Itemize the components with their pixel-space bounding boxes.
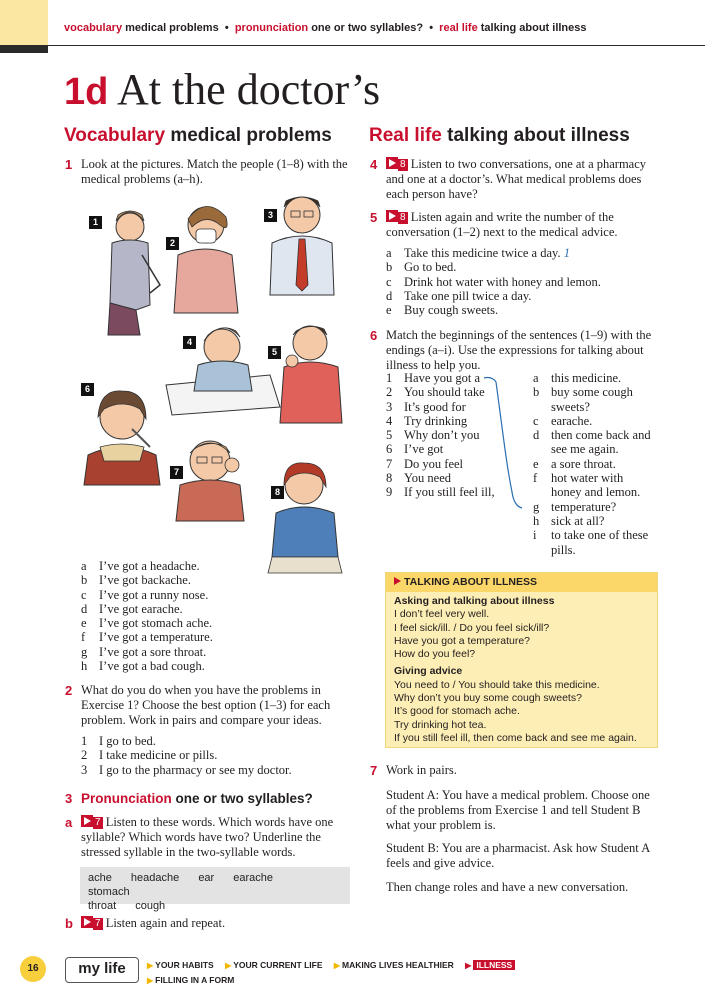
item-text: to take one of these: [551, 528, 649, 543]
arrow-icon: ▶: [333, 961, 341, 970]
patients-illustration: [80, 185, 345, 575]
play-audio-icon[interactable]: [386, 210, 398, 222]
nav-item[interactable]: [147, 975, 234, 985]
item-text: Have you got a: [404, 371, 481, 385]
word: earache: [233, 872, 274, 884]
list-item: [533, 442, 651, 456]
item-text: I go to bed.: [99, 734, 156, 748]
exercise-number: 2: [65, 683, 73, 698]
list-item: [386, 246, 601, 260]
list-item: [386, 442, 495, 456]
item-text: Take this medicine twice a day.: [404, 246, 561, 260]
item-text: I’ve got a runny nose.: [99, 587, 209, 602]
person-5-illustration: [280, 326, 342, 423]
exercise-number: 1: [65, 157, 73, 172]
item-text: this medicine.: [551, 371, 622, 385]
example-answer: 1: [563, 246, 570, 260]
nav-item[interactable]: [334, 960, 454, 970]
person-3-illustration: [270, 197, 334, 295]
exercise-number: 4: [370, 157, 378, 172]
picture-badge-4: 4: [183, 336, 196, 349]
ex5-advice-list: [386, 246, 601, 317]
list-item: [81, 573, 213, 587]
exercise-5: [370, 210, 656, 240]
word: throat: [88, 900, 117, 912]
item-text: Try drinking: [404, 413, 468, 428]
nav-label: YOUR HABITS: [155, 960, 214, 970]
list-item: [81, 748, 292, 762]
audio-track-number: 8: [400, 212, 406, 223]
item-key: c: [533, 413, 539, 428]
item-text: see me again.: [551, 442, 619, 457]
item-key: e: [533, 456, 539, 471]
exercise-7: [370, 763, 658, 778]
item-text: If you still feel ill,: [404, 485, 495, 500]
header-pron-text: one or two syllables?: [311, 22, 424, 34]
item-key: d: [533, 428, 540, 443]
exercise-number: 7: [370, 763, 378, 778]
item-text: I go to the pharmacy or see my doctor.: [99, 762, 292, 777]
item-key: 3: [81, 762, 88, 777]
nav-label: FILLING IN A FORM: [155, 975, 235, 985]
picture-badge-7: 7: [170, 466, 183, 479]
exercise-number: 5: [370, 210, 378, 225]
item-key: b: [533, 385, 540, 400]
item-key: 2: [386, 385, 393, 400]
exercise-instructions: Listen again and repeat.: [105, 916, 226, 930]
exercise-3-heading: [65, 791, 353, 806]
list-item: [81, 616, 213, 630]
picture-badge-5: 5: [268, 346, 281, 359]
word: ear: [198, 872, 215, 884]
list-item: [81, 659, 213, 673]
person-2-illustration: [174, 206, 238, 313]
item-text: a sore throat.: [551, 456, 616, 471]
person-1-illustration: [108, 211, 160, 335]
exercise-instructions: Listen to two conversations, one at a pharmacy and one at a doctor’s. What medical problems does each person have?: [386, 157, 647, 201]
item-key: b: [386, 260, 393, 275]
pronunciation-topic: one or two syllables?: [175, 791, 313, 806]
example-match-line: [480, 372, 525, 517]
header-sep: •: [224, 22, 229, 34]
item-key: c: [81, 587, 87, 602]
nav-item-active[interactable]: [465, 960, 515, 970]
item-key: 1: [386, 371, 393, 385]
unit-nav: [147, 958, 524, 988]
list-item: [386, 289, 601, 303]
item-text: Take one pill twice a day.: [404, 288, 532, 303]
list-item: [386, 428, 495, 442]
arrow-icon: ▶: [465, 961, 472, 970]
list-item: [81, 602, 213, 616]
item-key: c: [386, 274, 392, 289]
item-text: It’s good for: [404, 399, 466, 414]
ex6-beginnings: [386, 371, 495, 500]
nav-label: MAKING LIVES HEALTHIER: [342, 960, 454, 970]
item-key: 1: [81, 734, 88, 748]
item-key: e: [81, 616, 87, 631]
nav-item[interactable]: [147, 960, 214, 970]
header-tab-base: [0, 45, 48, 53]
item-text: I’ve got a headache.: [99, 559, 200, 573]
item-text: Go to bed.: [404, 260, 457, 275]
pronunciation-label: Pronunciation: [81, 791, 172, 806]
expressions-body: [386, 592, 657, 748]
student-a-instructions: Student A: You have a medical problem. Choose one of the problems from Exercise 1 and tell Student B what your problem is.: [386, 788, 650, 832]
item-key: 7: [386, 456, 393, 471]
header-real-label: real life: [439, 22, 478, 34]
item-key: b: [81, 573, 88, 588]
exercise-instructions: Listen again and write the number of the conversation (1–2) next to the medical advice.: [386, 210, 618, 239]
audio-track-number: 7: [95, 817, 101, 828]
item-text: You should take: [404, 385, 485, 400]
exercise-2: [65, 683, 353, 728]
nav-label: YOUR CURRENT LIFE: [233, 960, 323, 970]
exercise-instructions: Listen to these words. Which words have one syllable? Which words have two? Underline the stressed syllable in the two-syllable words.: [81, 815, 334, 859]
expressions-box-header: [386, 573, 657, 592]
item-text: I’ve got stomach ache.: [99, 616, 213, 631]
triangle-icon: [394, 577, 401, 585]
item-key: 3: [386, 399, 393, 414]
item-key: i: [533, 528, 537, 543]
expression-line: If you still feel ill, then come back and see me again.: [394, 731, 637, 744]
footer: [0, 945, 705, 1000]
expression-line: How do you feel?: [394, 648, 476, 661]
list-item: [533, 414, 651, 428]
item-text: Do you feel: [404, 456, 464, 471]
list-item: [81, 559, 213, 573]
list-item: [533, 400, 651, 414]
header-vocab-text: medical problems: [125, 22, 219, 34]
item-text: Drink hot water with honey and lemon.: [404, 274, 601, 289]
play-audio-icon[interactable]: [81, 916, 93, 928]
word: stomach: [88, 886, 130, 898]
person-8-illustration: [268, 463, 342, 573]
header-pron-label: pronunciation: [234, 22, 309, 34]
list-item: [386, 371, 495, 385]
picture-badge-8: 8: [271, 486, 284, 499]
audio-track-number: 8: [400, 159, 406, 170]
word-box: [80, 867, 350, 912]
picture-badge-1: 1: [89, 216, 102, 229]
list-item: [386, 260, 601, 274]
word: headache: [130, 872, 180, 884]
nav-item[interactable]: [225, 960, 322, 970]
list-item: [386, 471, 495, 485]
list-item: [533, 528, 651, 542]
vocabulary-topic: medical problems: [170, 125, 332, 146]
item-text: sick at all?: [551, 513, 605, 528]
item-text: buy some cough: [551, 385, 633, 400]
header-bar: [0, 0, 705, 50]
real-life-label: Real life: [369, 125, 442, 146]
exercise-number: 6: [370, 328, 378, 343]
item-text: pills.: [551, 542, 576, 557]
list-item: [533, 543, 651, 557]
vocabulary-heading: [64, 125, 332, 147]
header-vocab-label: vocabulary: [64, 22, 123, 34]
list-item: [533, 500, 651, 514]
exercise-4: [370, 157, 656, 202]
item-key: f: [533, 471, 538, 486]
play-audio-icon[interactable]: [386, 157, 398, 169]
student-b-instructions: Student B: You are a pharmacist. Ask how Student A feels and give advice.: [386, 841, 650, 870]
expressions-subheading: Asking and talking about illness: [394, 595, 555, 607]
item-key: e: [386, 303, 392, 318]
vocabulary-label: Vocabulary: [64, 125, 166, 146]
exercise-instructions: Match the beginnings of the sentences (1–9) with the endings (a–i). Use the expressions for talking about illness to help you.: [386, 328, 652, 372]
item-text: I take medicine or pills.: [99, 748, 218, 763]
expression-line: Have you got a temperature?: [394, 634, 530, 647]
list-item: [386, 485, 495, 499]
item-text: Why don’t you: [404, 428, 480, 443]
item-key: 4: [386, 413, 393, 428]
list-item: [386, 457, 495, 471]
ex2-option-list: [81, 734, 292, 777]
play-audio-icon[interactable]: [81, 815, 93, 827]
page-number: 16: [20, 956, 46, 982]
exercise-letter: a: [65, 815, 73, 830]
illustration-panel: [80, 185, 345, 575]
exercise-instructions: Work in pairs.: [386, 763, 457, 777]
ex1-problem-list: [81, 559, 213, 673]
list-item: [533, 485, 651, 499]
exercise-number: 3: [65, 791, 73, 806]
list-item: [386, 275, 601, 289]
expression-line: Why don’t you buy some cough sweets?: [394, 692, 582, 705]
list-item: [386, 400, 495, 414]
item-text: temperature?: [551, 499, 617, 514]
list-item: [533, 471, 651, 485]
item-text: You need: [404, 471, 451, 486]
list-item: [533, 514, 651, 528]
arrow-icon: ▶: [225, 961, 232, 970]
item-key: 2: [81, 748, 88, 763]
item-text: hot water with: [551, 471, 624, 486]
list-item: [386, 385, 495, 399]
picture-badge-2: 2: [166, 237, 179, 250]
person-7-illustration: [176, 441, 244, 521]
item-text: I’ve got a bad cough.: [99, 659, 205, 674]
picture-badge-6: 6: [81, 383, 94, 396]
word: ache: [88, 872, 112, 884]
nav-label: ILLNESS: [473, 960, 515, 970]
list-item: [81, 763, 292, 777]
item-text: Buy cough sweets.: [404, 303, 499, 318]
expression-line: You need to / You should take this medicine.: [394, 678, 600, 691]
item-text: I’ve got a sore throat.: [99, 644, 207, 659]
item-key: g: [81, 644, 88, 659]
header-sep: •: [429, 22, 434, 34]
list-item: [533, 385, 651, 399]
exercise-6: [370, 328, 658, 373]
item-key: a: [81, 559, 87, 573]
item-text: sweets?: [551, 399, 590, 414]
page-title: [64, 64, 380, 118]
list-item: [533, 428, 651, 442]
change-roles-instructions: Then change roles and have a new conversation.: [386, 880, 629, 894]
lesson-title: At the doctor’s: [116, 65, 381, 114]
exercise-instructions: Look at the pictures. Match the people (1–8) with the medical problems (a–h).: [81, 157, 348, 186]
my-life-logo: my life: [65, 957, 139, 983]
exercise-3a: [65, 815, 353, 860]
expression-line: I feel sick/ill. / Do you feel sick/ill?: [394, 621, 550, 634]
expression-line: It’s good for stomach ache.: [394, 705, 520, 718]
list-item: [81, 630, 213, 644]
header-real-text: talking about illness: [480, 22, 587, 34]
item-text: then come back and: [551, 428, 651, 443]
list-item: [533, 457, 651, 471]
list-item: [386, 414, 495, 428]
item-key: 6: [386, 442, 393, 457]
expressions-box: [385, 572, 658, 748]
picture-badge-3: 3: [264, 209, 277, 222]
list-item: [533, 371, 651, 385]
exercise-instructions: What do you do when you have the problems in Exercise 1? Choose the best option (1–3) for each problem. Work in pairs and compare your ideas.: [81, 683, 331, 727]
item-text: I’ve got earache.: [99, 601, 183, 616]
word: cough: [135, 900, 166, 912]
item-key: a: [533, 371, 539, 385]
item-text: I’ve got a temperature.: [99, 630, 213, 645]
item-key: h: [533, 513, 540, 528]
real-life-topic: talking about illness: [447, 125, 630, 146]
item-key: a: [386, 246, 392, 260]
item-key: 5: [386, 428, 393, 443]
item-key: f: [81, 630, 86, 645]
list-item: [386, 303, 601, 317]
item-text: honey and lemon.: [551, 485, 641, 500]
list-item: [81, 645, 213, 659]
item-key: d: [81, 601, 88, 616]
arrow-icon: ▶: [147, 976, 154, 985]
lesson-number: 1d: [64, 71, 109, 113]
exercise-1: [65, 157, 351, 187]
header-topics: [64, 22, 587, 34]
expression-line: I don’t feel very well.: [394, 608, 490, 621]
header-rule: [48, 45, 705, 46]
expressions-subheading: Giving advice: [394, 665, 463, 678]
item-key: h: [81, 659, 88, 674]
item-key: 9: [386, 485, 393, 500]
item-key: g: [533, 499, 540, 514]
arrow-icon: ▶: [147, 961, 154, 970]
expressions-title: TALKING ABOUT ILLNESS: [404, 576, 537, 588]
ex6-endings: [533, 371, 651, 557]
exercise-3b: [65, 916, 353, 931]
item-text: I’ve got: [404, 442, 444, 457]
list-item: [81, 588, 213, 602]
person-6-illustration: [84, 391, 160, 485]
audio-track-number: 7: [95, 918, 101, 929]
header-tab: [0, 0, 48, 50]
real-life-heading: [369, 125, 630, 147]
item-key: d: [386, 288, 393, 303]
exercise-letter: b: [65, 916, 73, 931]
expression-line: Try drinking hot tea.: [394, 718, 487, 731]
item-text: I’ve got backache.: [99, 573, 191, 588]
item-key: 8: [386, 471, 393, 486]
list-item: [81, 734, 292, 748]
item-text: earache.: [551, 413, 593, 428]
